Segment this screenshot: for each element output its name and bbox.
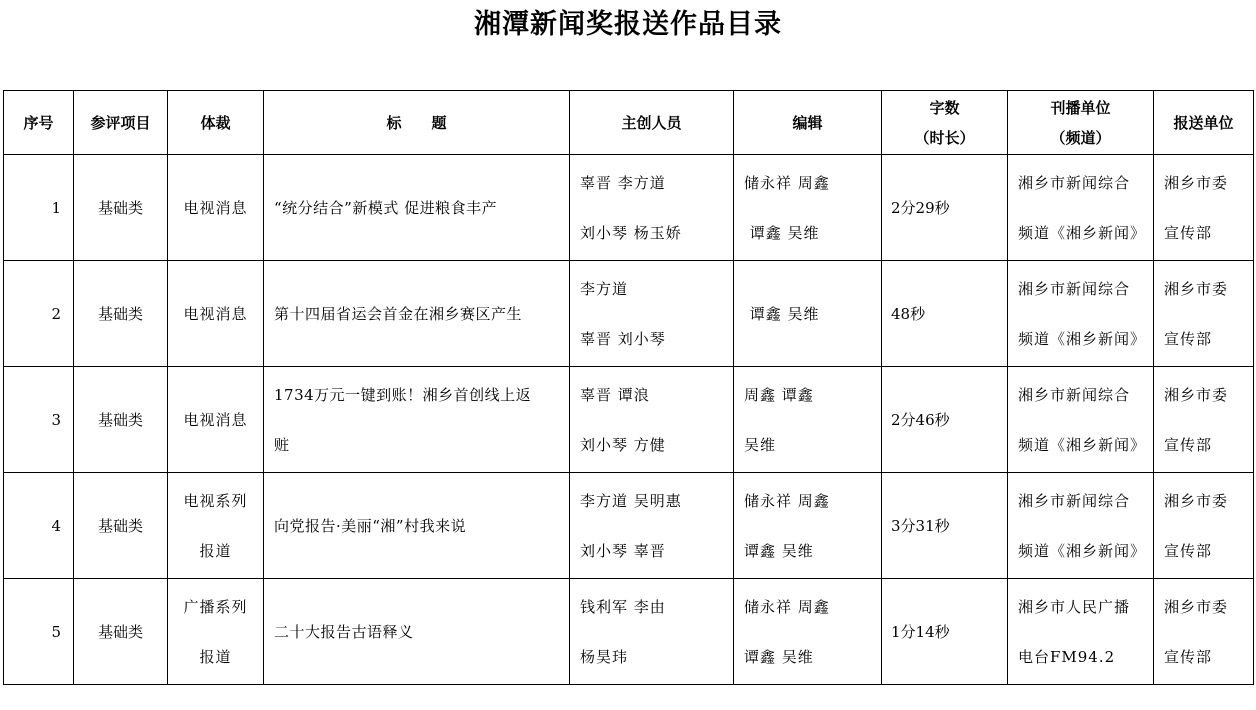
cell-editors-line: 谭鑫 吴维 — [744, 541, 814, 560]
cell-submitter-line: 湘乡市委 — [1164, 491, 1229, 510]
cell-length: 2分46秒 — [882, 367, 1008, 473]
header-length — [882, 91, 1008, 155]
cell-genre — [168, 155, 264, 261]
cell-outlet — [1008, 261, 1154, 367]
header-length-line2: （时长） — [914, 128, 975, 147]
page-title: 湘潭新闻奖报送作品目录 — [474, 9, 782, 40]
cell-creators — [570, 579, 734, 685]
cell-genre — [168, 367, 264, 473]
cell-index: 4 — [4, 473, 74, 579]
header-submitter: 报送单位 — [1154, 91, 1254, 155]
header-category: 参评项目 — [74, 91, 168, 155]
cell-outlet — [1008, 155, 1154, 261]
table-row — [4, 579, 1254, 685]
table-row — [4, 155, 1254, 261]
cell-editors — [734, 261, 882, 367]
table-row — [4, 367, 1254, 473]
table-row — [4, 261, 1254, 367]
header-editors: 编辑 — [734, 91, 882, 155]
cell-length: 2分29秒 — [882, 155, 1008, 261]
cell-editors-line: 储永祥 周鑫 — [744, 597, 830, 616]
cell-submitter — [1154, 579, 1254, 685]
cell-genre — [168, 579, 264, 685]
cell-outlet-line: 频道《湘乡新闻》 — [1018, 435, 1147, 454]
cell-creators-line: 辜晋 李方道 — [580, 173, 666, 192]
cell-creators-line: 李方道 吴明惠 — [580, 491, 682, 510]
cell-headline-line: 赃 — [274, 435, 290, 454]
cell-submitter — [1154, 473, 1254, 579]
cell-outlet — [1008, 473, 1154, 579]
cell-creators-line: 钱利军 李由 — [580, 597, 666, 616]
cell-editors-line: 谭鑫 吴维 — [744, 647, 814, 666]
cell-outlet — [1008, 579, 1154, 685]
cell-creators-line: 刘小琴 杨玉娇 — [580, 223, 682, 242]
cell-creators — [570, 155, 734, 261]
cell-length: 3分31秒 — [882, 473, 1008, 579]
header-index: 序号 — [4, 91, 74, 155]
cell-headline-line: “统分结合”新模式 促进粮食丰产 — [274, 198, 498, 217]
cell-index: 5 — [4, 579, 74, 685]
cell-editors — [734, 155, 882, 261]
cell-editors-line: 谭鑫 吴维 — [744, 304, 820, 323]
cell-outlet-line: 频道《湘乡新闻》 — [1018, 541, 1147, 560]
header-outlet — [1008, 91, 1154, 155]
cell-genre-line: 报道 — [199, 647, 232, 666]
cell-creators-line: 辜晋 谭浪 — [580, 385, 650, 404]
cell-genre-line: 广播系列 — [183, 597, 248, 616]
cell-editors-line: 储永祥 周鑫 — [744, 173, 830, 192]
cell-genre-line: 电视消息 — [183, 410, 248, 429]
cell-headline-line: 1734万元一键到账！湘乡首创线上返 — [274, 385, 532, 404]
cell-outlet-line: 湘乡市人民广播 — [1018, 597, 1131, 616]
cell-creators — [570, 473, 734, 579]
cell-submitter-line: 湘乡市委 — [1164, 597, 1229, 616]
cell-genre — [168, 473, 264, 579]
cell-submitter-line: 宣传部 — [1164, 435, 1213, 454]
cell-category: 基础类 — [74, 367, 168, 473]
header-headline: 标 题 — [264, 91, 570, 155]
header-genre: 体裁 — [168, 91, 264, 155]
cell-submitter — [1154, 367, 1254, 473]
header-creators: 主创人员 — [570, 91, 734, 155]
cell-editors — [734, 473, 882, 579]
cell-genre-line: 电视消息 — [183, 198, 248, 217]
cell-headline — [264, 367, 570, 473]
cell-length: 1分14秒 — [882, 579, 1008, 685]
cell-submitter-line: 宣传部 — [1164, 647, 1213, 666]
cell-creators-line: 刘小琴 辜晋 — [580, 541, 666, 560]
cell-submitter-line: 湘乡市委 — [1164, 173, 1229, 192]
cell-outlet-line: 湘乡市新闻综合 — [1018, 385, 1131, 404]
header-outlet-line1: 刊播单位 — [1050, 98, 1111, 117]
cell-submitter-line: 宣传部 — [1164, 329, 1213, 348]
cell-editors — [734, 579, 882, 685]
cell-outlet-line: 电台FM94.2 — [1018, 647, 1116, 666]
cell-genre-line: 电视消息 — [183, 304, 248, 323]
submission-table — [3, 90, 1254, 685]
cell-length: 48秒 — [882, 261, 1008, 367]
cell-headline — [264, 579, 570, 685]
cell-submitter-line: 湘乡市委 — [1164, 385, 1229, 404]
cell-headline-line: 第十四届省运会首金在湘乡赛区产生 — [274, 304, 523, 323]
cell-category: 基础类 — [74, 155, 168, 261]
cell-outlet-line: 湘乡市新闻综合 — [1018, 173, 1131, 192]
cell-creators-line: 杨昊玮 — [580, 647, 629, 666]
cell-editors — [734, 367, 882, 473]
table-row — [4, 473, 1254, 579]
cell-submitter — [1154, 261, 1254, 367]
cell-outlet-line: 湘乡市新闻综合 — [1018, 491, 1131, 510]
cell-submitter-line: 湘乡市委 — [1164, 279, 1229, 298]
cell-category: 基础类 — [74, 261, 168, 367]
cell-editors-line: 周鑫 谭鑫 — [744, 385, 814, 404]
cell-editors-line: 吴维 — [744, 435, 777, 454]
cell-headline-line: 向党报告·美丽“湘”村我来说 — [274, 516, 467, 535]
cell-submitter — [1154, 155, 1254, 261]
cell-genre-line: 电视系列 — [183, 491, 248, 510]
cell-headline — [264, 261, 570, 367]
cell-creators — [570, 367, 734, 473]
cell-submitter-line: 宣传部 — [1164, 541, 1213, 560]
cell-editors-line: 储永祥 周鑫 — [744, 491, 830, 510]
cell-index: 2 — [4, 261, 74, 367]
cell-genre-line: 报道 — [199, 541, 232, 560]
cell-headline-line: 二十大报告古语释义 — [274, 622, 414, 641]
cell-creators — [570, 261, 734, 367]
cell-genre — [168, 261, 264, 367]
cell-category: 基础类 — [74, 473, 168, 579]
table-header-row — [4, 91, 1254, 155]
cell-index: 1 — [4, 155, 74, 261]
header-outlet-line2: （频道） — [1050, 128, 1111, 147]
cell-creators-line: 李方道 — [580, 279, 629, 298]
cell-outlet-line: 频道《湘乡新闻》 — [1018, 223, 1147, 242]
cell-headline — [264, 473, 570, 579]
cell-category: 基础类 — [74, 579, 168, 685]
cell-submitter-line: 宣传部 — [1164, 223, 1213, 242]
cell-outlet-line: 频道《湘乡新闻》 — [1018, 329, 1147, 348]
cell-editors-line: 谭鑫 吴维 — [744, 223, 820, 242]
cell-outlet — [1008, 367, 1154, 473]
cell-creators-line: 刘小琴 方健 — [580, 435, 666, 454]
cell-headline — [264, 155, 570, 261]
header-length-line1: 字数 — [929, 98, 960, 117]
cell-outlet-line: 湘乡市新闻综合 — [1018, 279, 1131, 298]
cell-creators-line: 辜晋 刘小琴 — [580, 329, 666, 348]
cell-index: 3 — [4, 367, 74, 473]
